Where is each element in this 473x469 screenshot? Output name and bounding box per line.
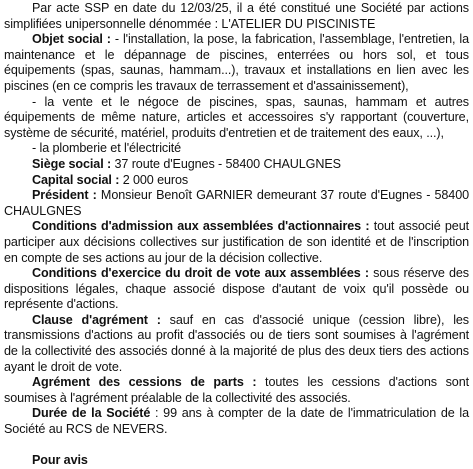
admission-label: Conditions d'admission aux assemblées d'actionnaires : [32,219,370,234]
intro-text: Par acte SSP en date du 12/03/25, il a été constitué une Société par actions simplifiées unipersonnelle dénommée : L'ATELIER DU PISCINISTE [4,1,469,31]
agrement-label: Clause d'agrément : [32,312,161,327]
president-value: Monsieur Benoît GARNIER demeurant 37 route d'Eugnes - 58400 CHAULGNES [4,188,470,218]
admission-paragraph [4,219,469,266]
capital-value: 2 000 euros [119,172,189,187]
vote-label: Conditions d'exercice du droit de vote aux assemblées : [32,266,369,281]
objet-item-1: - l'installation, la pose, la fabrication, l'assemblage, l'entretien, la maintenance et le dépannage de piscines, enterrées ou hors sol, et tous équipements (spas, saunas, hammam...), travaux et installations en lien avec les piscines (en ce compris les travaux de terrassement et d'assainissement), [4,32,470,93]
duree-value: : 99 ans à compter de la date de l'immatriculation de la Société au RCS de NEVERS. [4,406,469,437]
admission-value: tout associé peut participer aux décisions collectives sur justification de son identité et de l'inscription en compte de ses actions au jour de la décision collective. [4,219,470,265]
cessions-value: toutes les cessions d'actions sont soumises à l'agrément préalable de la collectivité des associés. [4,375,470,405]
agrement-value: sauf en cas d'associé unique (cession libre), les transmissions d'actions au profit d'associés ou de tiers sont soumises à l'agrément de la collectivité des associés donné à la majorité de plus des deux tiers des actions ayant le droit de vote. [4,312,469,374]
objet-item-3: - la plomberie et l'électricité [32,141,182,156]
objet-item-3-paragraph [4,141,469,157]
president-paragraph [4,188,469,219]
signature-paragraph [4,453,469,469]
duree-label: Durée de la Société [32,406,151,421]
siege-paragraph [4,157,469,173]
cessions-paragraph [4,375,469,406]
spacer [4,438,469,454]
siege-value: 37 route d'Eugnes - 58400 CHAULGNES [111,156,341,171]
objet-label: Objet social : [32,32,111,47]
president-label: Président : [32,188,97,203]
capital-label: Capital social : [32,172,120,187]
objet-item-2: - la vente et le négoce de piscines, spas, saunas, hammam et autres équipements de même nature, articles et accessoires s'y rapportant (couverture, système de sécurité, matériel, produits d'entretien et de traitement des eaux, ...), [4,94,469,140]
agrement-paragraph [4,313,469,375]
objet-paragraph [4,32,469,94]
objet-item-2-paragraph [4,95,469,142]
cessions-label: Agrément des cessions de parts : [32,375,257,390]
signature: Pour avis [32,453,88,468]
vote-paragraph [4,266,469,313]
vote-value: sous réserve des dispositions légales, chaque associé dispose d'autant de voix qu'il possède ou représente d'actions. [4,266,469,312]
siege-label: Siège social : [32,156,112,171]
duree-paragraph [4,406,469,437]
capital-paragraph [4,173,469,189]
intro-paragraph [4,1,469,32]
